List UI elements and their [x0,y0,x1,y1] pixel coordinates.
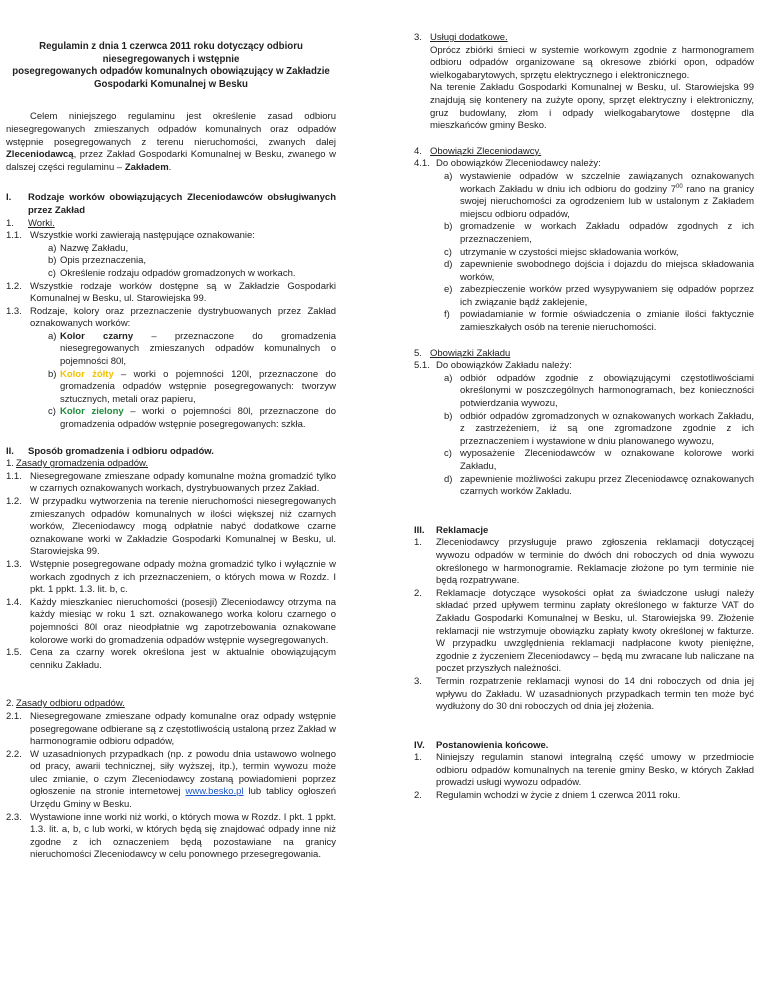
title-line: Gospodarki Komunalnej w Besku [94,78,248,90]
list [414,171,754,335]
paragraph: 1.2. Wszystkie rodzaje worków dostępne są w Zakładzie Gospodarki Komunalnej w Besku, ul. Starowiejska 99. [6,280,336,305]
paragraph: 1.1. Wszystkie worki zawierają następujące oznakowanie: [6,230,255,242]
list-item: b) Kolor żółty – worki o pojemności 120l, przeznaczone do gromadzenia odpadów wstępnie posegregowanych: tworzyw sztucznych, metali oraz papieru, [48,368,336,405]
subsection-heading: 3. Usługi dodatkowe. [414,32,508,43]
intro-paragraph: Celem niniejszego regulaminu jest określenie zasad odbioru niesegregowanych zmieszanych odpadów komunalnych oraz odpadów wstępnie posegregowanych z terenu nieruchomości, zwanych dalej Zleceniodawcą, przez Zakład Gospodarki Komunalnej w Besku, zwanego w dalszej części regulaminu – Zakładem. [6,111,336,173]
paragraph: 5.1. Do obowiązków Zakładu należy: [414,360,572,372]
list-item: f) powiadamianie w formie oświadczenia o zmianie ilości faktycznie zamieszkałych osób na terenie nieruchomości. [444,309,754,334]
paragraph: 1.3. Rodzaje, kolory oraz przeznaczenie dystrybuowanych przez Zakład oznakowanych worków: [6,305,336,330]
list-item: c) Kolor zielony – worki o pojemności 80l, przeznaczone do gromadzenia odpadów wstępnie posegregowanych: szkła. [48,406,336,431]
list-item: 2. Regulamin wchodzi w życie z dniem 1 czerwca 2011 roku. [414,790,681,802]
section-heading: II. Sposób gromadzenia i odbioru odpadów. [6,445,214,457]
list-item: 1. Zleceniodawcy przysługuje prawo zgłoszenia reklamacji dotyczącej wywozu odpadów w terminie do dwóch dni roboczych od dnia wywozu określonego w harmonogramie. Reklamacje złożone po tym terminie nie będą rozpatrywane. [414,537,754,587]
subsection-heading: 1. Zasady gromadzenia odpadów. [6,458,149,470]
paragraph: 2.2. W uzasadnionych przypadkach (np. z powodu dnia ustawowo wolnego od pracy, awarii technicznej, siły wyższej, itp.), termin wywozu może ulec zmianie, o czym Zleceniodawcy zostaną powiadomieni poprzez ogłoszenie na stronie internetowej www.besko.pl lub tablicy ogłoszeń Urzędu Gminy w Besku. [6,748,336,811]
list-item: a) Kolor czarny – przeznaczone do gromadzenia niesegregowanych zmieszanych odpadów komunalnych o pojemności 80l, [48,330,336,368]
paragraph: 2.1. Niesegregowane zmieszane odpady komunalne oraz odpady wstępnie posegregowane odbierane są z częstotliwością ustaloną przez Zakład w harmonogramie odbioru odpadów, [6,710,336,748]
paragraph: Oprócz zbiórki śmieci w systemie workowym zgodnie z harmonogramem odbioru odpadów organizowane są okresowe zbiórki opon, odpadów wielkogabarytowych, sprzętu elektrycznego i elektronicznego. [430,44,754,81]
subsection-heading: 4. Obowiązki Zleceniodawcy. [414,145,542,157]
right-column [414,0,754,803]
list-item: d) zapewnienie swobodnego dojścia i dojazdu do miejsca składowania worków, [444,259,754,283]
section-heading: III. Reklamacje [414,524,489,536]
left-column [6,0,336,862]
paragraph: 1.4. Każdy mieszkaniec nieruchomości (posesji) Zleceniodawcy otrzyma na każdy miesiąc w roku 1 szt. oznakowanego worka koloru czarnego o pojemności 80l oraz nieodpłatnie wg zapotrzebowania oznakowane kolorowe worki do gromadzenia odpadów wstępnie wysegregowanych. [6,596,336,646]
bag-list [6,331,336,432]
list-item: 1. Niniejszy regulamin stanowi integralną część umowy w przedmiocie odbioru odpadów komunalnych na terenie gminy Besko, w których Zakład prowadzi usługi wywozu odpadów. [414,752,754,789]
list-item: d) zapewnienie możliwości zakupu przez Zleceniodawcę oznakowanych czarnych worków Zakładu. [444,473,754,498]
list [6,243,336,281]
list-item: a) Nazwę Zakładu, [48,242,129,254]
paragraph: 1.3. Wstępnie posegregowane odpady można gromadzić tylko i wyłącznie w workach zgodnych z ich przeznaczeniem, o których mowa w Rozdz. I pkt. 1 ppkt. 1.3. lit. b, c. [6,558,336,596]
subsection-heading: 2. Zasady odbioru odpadów. [6,698,125,710]
title-line: niesegregowanych i wstępnie [102,53,240,65]
list-item: c) wyposażenie Zleceniodawców w oznakowane kolorowe worki Zakładu, [444,448,754,472]
subsection-heading: 5. Obowiązki Zakładu [414,347,511,359]
list [414,373,754,499]
website-link[interactable]: www.besko.pl [185,786,244,798]
paragraph: 1.5. Cena za czarny worek określona jest w aktualnie obowiązującym cenniku Zakładu. [6,647,336,671]
list-item: e) zabezpieczenie worków przed wysypywaniem się odpadów poprzez ich związanie bądź zaklejenie, [444,284,754,308]
list-item: 2. Reklamacje dotyczące wysokości opłat za świadczone usługi należy składać przed upływem terminu zapłaty określonego w fakturze VAT do Zakładu Gospodarki Komunalnej w Besku, ul. Starowiejska 99. Złożenie reklamacji nie wstrzymuje obowiązku zapłaty kwoty określonej w fakturze. W przypadku uwzględnienia reklamacji nadpłacone kwoty pieniężne, zgodnie z życzeniem Zleceniodawcy – będą mu zwracane lub naliczane na poczet przyszłych należności. [414,587,754,675]
section-heading: IV. Postanowienia końcowe. [414,739,549,751]
paragraph: Na terenie Zakładu Gospodarki Komunalnej w Besku, ul. Starowiejska 99 znajdują się kontenery na zużyte opony, sprzęt elektryczny i elektroniczny, gruz budowlany, złom i odpady wielkogabarytowe dostępne dla mieszkańców gminy Besko. [430,82,754,132]
list-item: b) gromadzenie w workach Zakładu odpadów zgodnych z ich przeznaczeniem, [444,221,754,245]
section-heading: I. Rodzaje worków obowiązujących Zleceniodawców obsługiwanych przez Zakład [6,192,336,216]
subsection-heading: 1. Worki. [6,217,55,229]
list-item: b) odbiór odpadów zgromadzonych w oznakowanych workach Zakładu, z zastrzeżeniem, iż są one zgromadzone zgodnie z ich przeznaczeniem i wystawione w dniu planowanego wywozu, [444,410,754,447]
paragraph: 1.2. W przypadku wytworzenia na terenie nieruchomości niesegregowanych zmieszanych odpadów komunalnych w ilości większej niż czarnych worków, Zleceniodawcy mogą odpłatnie nabyć dodatkowe czarne oznakowane worki w Zakładzie Gospodarki Komunalnej w Besku, ul. Starowiejska 99. [6,496,336,558]
title-line: posegregowanych odpadów komunalnych obowiązujący w Zakładzie [12,66,330,78]
title-line: Regulamin z dnia 1 czerwca 2011 roku dotyczący odbioru [39,41,303,52]
list-item: 3. Termin rozpatrzenie reklamacji wynosi do 14 dni roboczych od dnia jej wpływu do Zakładu. W uzasadnionych przypadkach termin ten może być wydłużony do 30 dni roboczych od dnia jej złożenia. [414,675,754,713]
list-item: c) utrzymanie w czystości miejsc składowania worków, [444,246,679,258]
document-title [6,0,336,91]
paragraph: 1.1. Niesegregowane zmieszane odpady komunalne można gromadzić tylko w czarnych oznakowanych workach, dystrybuowanych przez Zakład. [6,470,336,495]
list-item: a) wystawienie odpadów w szczelnie zawiązanych oznakowanych workach Zakładu w dniu ich odbioru do godziny $7^{00}$ rano na granicy swojej nieruchomości za ogrodzeniem lub w ustalonym z Zakładem miejscu odbioru odpadów, [444,170,755,220]
list-item: c) Określenie rodzaju odpadów gromadzonych w workach. [48,267,296,279]
paragraph: 2.3. Wystawione inne worki niż worki, o których mowa w Rozdz. I pkt. 1 ppkt. 1.3. lit. a, b, c lub worki, w których będą się znajdować odpady inne niż zgodne z ich oznaczeniem będą pozostawiane na granicy nieruchomości Zleceniodawcy w celu ponownego przesegregowania. [6,811,336,861]
list-item: a) odbiór odpadów zgodnie z obowiązującymi częstotliwościami określonymi w poszczególnych harmonogramach, bez konieczności potwierdzania wywozu, [444,372,754,410]
paragraph: 4.1. Do obowiązków Zleceniodawcy należy: [414,158,601,170]
list-item: b) Opis przeznaczenia, [48,255,147,267]
